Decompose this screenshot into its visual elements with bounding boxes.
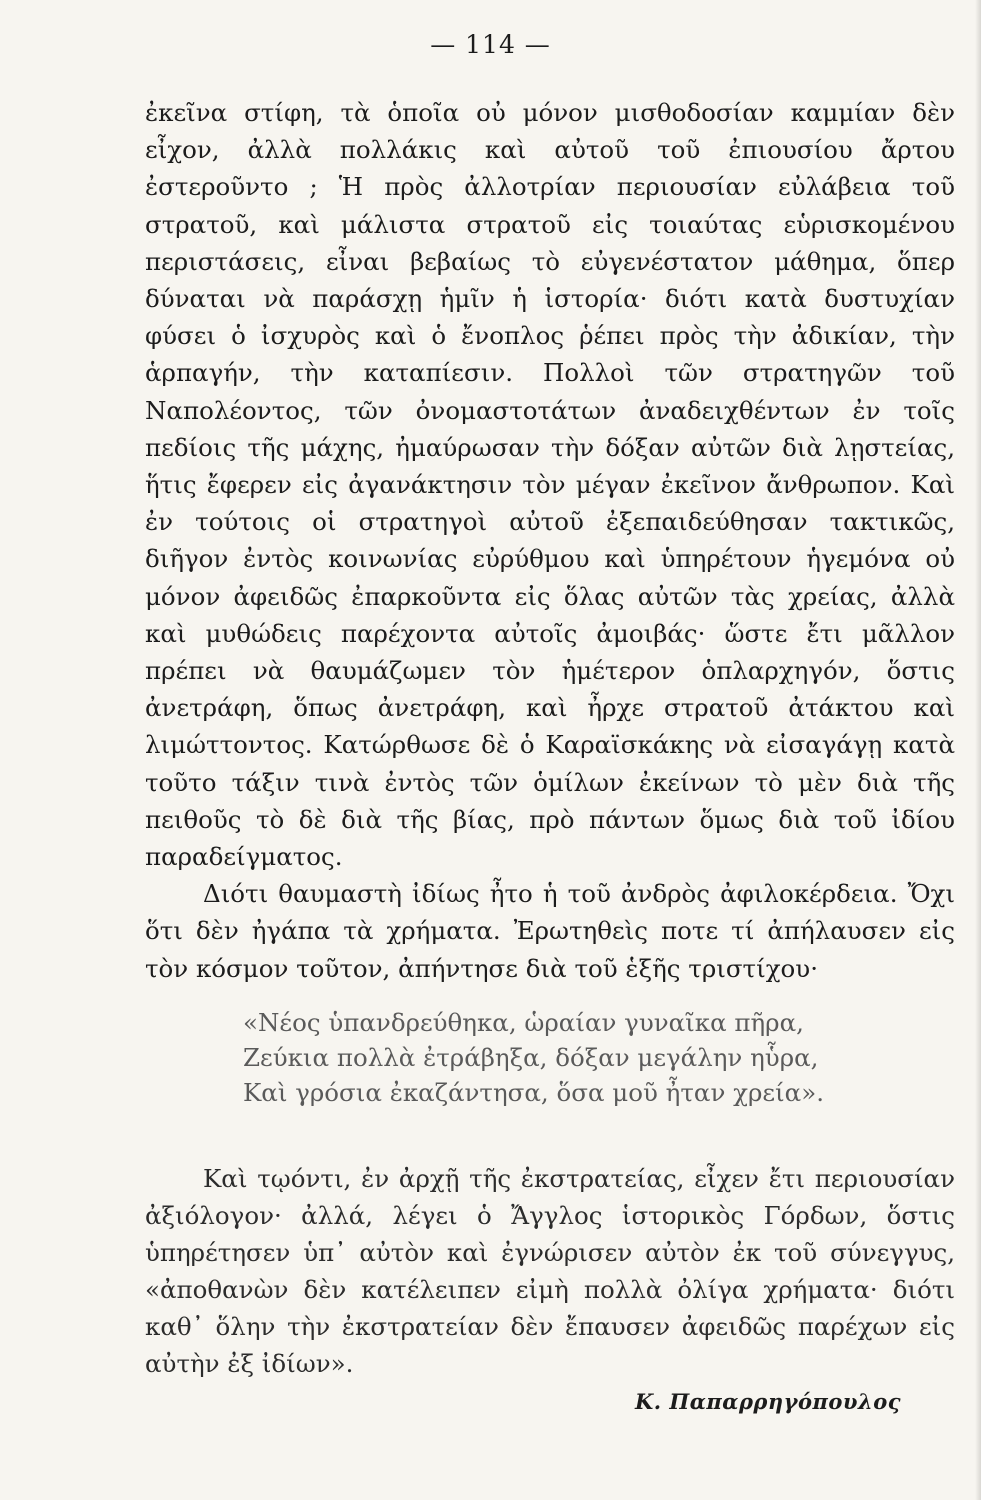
- paragraph-3: Καὶ τῳόντι, ἐν ἀρχῇ τῆς ἐκστρατείας, εἶχεν ἔτι περιουσίαν ἀξιόλογον· ἀλλά, λέγει ὁ Ἄγγλος ἱστορικὸς Γόρδων, ὅστις ὑπηρέτησεν ὑπ᾿ αὐτὸν καὶ ἐγνώρισεν αὐτὸν ἐκ τοῦ σύνεγγυς, «ἀποθανὼν δὲν κατέλειπεν εἰμὴ πολλὰ ὀλίγα χρήματα· διότι καθ᾿ ὅλην τὴν ἐκστρατείαν δὲν ἔπαυσεν ἀφειδῶς παρέχων εἰς αὐτὴν ἐξ ἰδίων».: [145, 1164, 955, 1378]
- paragraph-2: Διότι θαυμαστὴ ἰδίως ἦτο ἡ τοῦ ἀνδρὸς ἀφιλοκέρδεια. Ὄχι ὅτι δὲν ἠγάπα τὰ χρήματα. Ἐρωτηθεὶς ποτε τί ἀπήλαυσεν εἰς τὸν κόσμον τοῦτον, ἀπήντησε διὰ τοῦ ἑξῆς τριστίχου·: [145, 879, 955, 983]
- poem-line-3: Καὶ γρόσια ἐκαζάντησα, ὅσα μοῦ ἦταν χρεία».: [243, 1078, 824, 1107]
- main-text: [145, 94, 955, 987]
- poem-line-2: Ζεύκια πολλὰ ἐτράβηξα, δόξαν μεγάλην ηὗρα,: [243, 1043, 819, 1072]
- author-signature: Κ. Παπαρρηγόπουλος: [635, 1389, 901, 1414]
- paragraph-1: ἐκεῖνα στίφη, τὰ ὁποῖα οὐ μόνον μισθοδοσίαν καμμίαν δὲν εἶχον, ἀλλὰ πολλάκις καὶ αὐτοῦ τοῦ ἐπιουσίου ἄρτου ἐστεροῦντο ; Ἡ πρὸς ἀλλοτρίαν περιουσίαν εὐλάβεια τοῦ στρατοῦ, καὶ μάλιστα στρατοῦ εἰς τοιαύτας εὑρισκομένου περιστάσεις, εἶναι βεβαίως τὸ εὐγενέστατον μάθημα, ὅπερ δύναται νὰ παράσχῃ ἡμῖν ἡ ἱστορία· διότι κατὰ δυστυχίαν φύσει ὁ ἰσχυρὸς καὶ ὁ ἔνοπλος ῥέπει πρὸς τὴν ἀδικίαν, τὴν ἁρπαγήν, τὴν καταπίεσιν. Πολλοὶ τῶν στρατηγῶν τοῦ Ναπολέοντος, τῶν ὀνομαστοτάτων ἀναδειχθέντων ἐν τοῖς πεδίοις τῆς μάχης, ἠμαύρωσαν τὴν δόξαν αὐτῶν διὰ λῃστείας, ἥτις ἔφερεν εἰς ἀγανάκτησιν τὸν μέγαν ἐκεῖνον ἄνθρωπον. Καὶ ἐν τούτοις οἱ στρατηγοὶ αὐτοῦ ἐξεπαιδεύθησαν τακτικῶς, διῆγον ἐντὸς κοινωνίας εὐρύθμου καὶ ὑπηρέτουν ἡγεμόνα οὐ μόνον ἀφειδῶς ἐπαρκοῦντα εἰς ὅλας αὐτῶν τὰς χρείας, ἀλλὰ καὶ μυθώδεις παρέχοντα αὐτοῖς ἀμοιβάς· ὥστε ἔτι μᾶλλον πρέπει νὰ θαυμάζωμεν τὸν ἡμέτερον ὁπλαρχηγόν, ὅστις ἀνετράφη, ὅπως ἀνετράφη, καὶ ἦρχε στρατοῦ ἀτάκτου καὶ λιμώττοντος. Κατώρθωσε δὲ ὁ Καραϊσκάκης νὰ εἰσαγάγῃ κατὰ τοῦτο τάξιν τινὰ ἐντὸς τῶν ὁμίλων ἐκείνων τὸ μὲν διὰ τῆς πειθοῦς τὸ δὲ διὰ τῆς βίας, πρὸ πάντων ὅμως διὰ τοῦ ἰδίου παραδείγματος.: [145, 98, 955, 872]
- page-number: — 114 —: [430, 30, 551, 59]
- page-edge-shadow: [975, 0, 981, 1500]
- poem-line-1: «Νέος ὑπανδρεύθηκα, ὡραίαν γυναῖκα πῆρα,: [243, 1008, 804, 1037]
- closing-text: [145, 1160, 955, 1382]
- tristich-poem: [243, 1005, 883, 1110]
